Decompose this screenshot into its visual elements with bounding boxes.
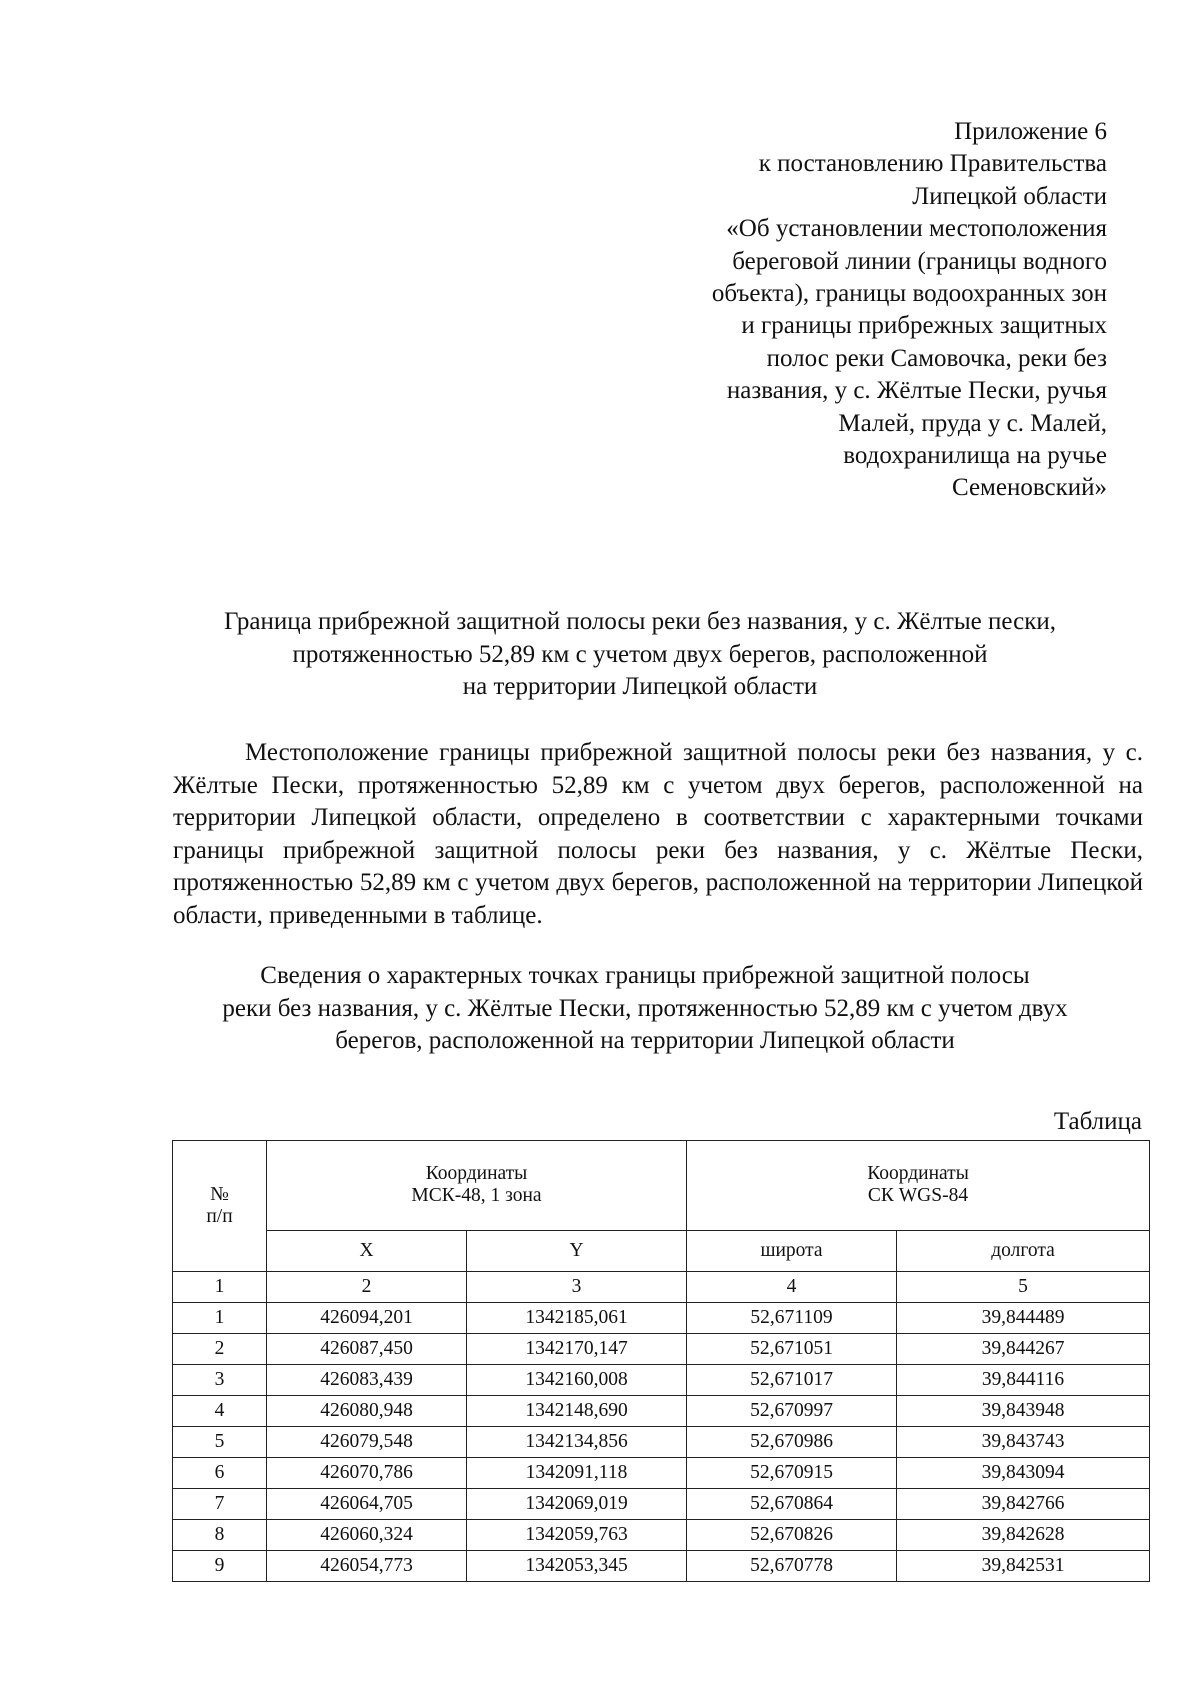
header-msk48-label: Координаты	[425, 1163, 528, 1185]
cell-number: 4	[173, 1396, 267, 1427]
header-number-abbr: п/п	[206, 1206, 233, 1227]
column-index: 5	[897, 1272, 1150, 1303]
appendix-line: к постановлению Правительства	[758, 150, 1107, 178]
cell-longitude: 39,842628	[897, 1520, 1150, 1551]
cell-y: 1342069,019	[467, 1489, 687, 1520]
header-wgs84	[687, 1141, 1150, 1231]
header-longitude: долгота	[897, 1230, 1150, 1271]
header-msk48-system: МСК-48, 1 зона	[411, 1185, 542, 1207]
cell-longitude: 39,844489	[897, 1303, 1150, 1334]
cell-y: 1342148,690	[467, 1396, 687, 1427]
cell-latitude: 52,671109	[687, 1303, 897, 1334]
body-paragraph: Местоположение границы прибрежной защитной полосы реки без названия, у с. Жёлтые Пески, протяженностью 52,89 км с учетом двух берегов, расположенной на территории Липецкой области, определено в соответствии с характерными точками границы прибрежной защитной полосы реки без названия, у с. Жёлтые Пески, протяженностью 52,89 км с учетом двух берегов, расположенной на территории Липецкой области, приведенными в таблице.	[173, 739, 1143, 929]
document-title	[160, 606, 1120, 704]
cell-x: 426060,324	[267, 1520, 467, 1551]
cell-longitude: 39,843743	[897, 1427, 1150, 1458]
table-row	[173, 1427, 1150, 1458]
header-x: X	[267, 1230, 467, 1271]
title-line: на территории Липецкой области	[462, 673, 818, 700]
appendix-line: Приложение 6	[954, 118, 1107, 145]
appendix-line: «Об установлении местоположения	[726, 215, 1107, 243]
cell-x: 426054,773	[267, 1551, 467, 1582]
header-wgs84-label: Координаты	[867, 1163, 969, 1185]
coordinates-table	[172, 1140, 1150, 1582]
column-index: 3	[467, 1272, 687, 1303]
cell-x: 426094,201	[267, 1303, 467, 1334]
cell-y: 1342134,856	[467, 1427, 687, 1458]
table-row	[173, 1489, 1150, 1520]
appendix-line: названия, у с. Жёлтые Пески, ручья	[726, 377, 1107, 405]
table-row	[173, 1396, 1150, 1427]
cell-x: 426070,786	[267, 1458, 467, 1489]
cell-number: 8	[173, 1520, 267, 1551]
cell-number: 2	[173, 1334, 267, 1365]
header-y: Y	[467, 1230, 687, 1271]
cell-x: 426064,705	[267, 1489, 467, 1520]
column-index: 1	[173, 1272, 267, 1303]
cell-y: 1342185,061	[467, 1303, 687, 1334]
header-number-symbol: №	[210, 1184, 229, 1205]
caption-line: Сведения о характерных точках границы прибрежной защитной полосы	[260, 962, 1030, 989]
cell-x: 426080,948	[267, 1396, 467, 1427]
cell-latitude: 52,670864	[687, 1489, 897, 1520]
appendix-line: водохранилища на ручье	[843, 442, 1107, 470]
cell-latitude: 52,670997	[687, 1396, 897, 1427]
cell-number: 5	[173, 1427, 267, 1458]
column-index: 2	[267, 1272, 467, 1303]
table-label: Таблица	[1053, 1108, 1142, 1135]
cell-x: 426083,439	[267, 1365, 467, 1396]
table-row	[173, 1520, 1150, 1551]
cell-y: 1342170,147	[467, 1334, 687, 1365]
appendix-line: Семеновский»	[951, 474, 1107, 502]
appendix-line: объекта), границы водоохранных зон	[711, 280, 1107, 308]
cell-y: 1342160,008	[467, 1365, 687, 1396]
cell-longitude: 39,844267	[897, 1334, 1150, 1365]
appendix-line: полос реки Самовочка, реки без	[766, 344, 1107, 372]
cell-longitude: 39,842531	[897, 1551, 1150, 1582]
table-row	[173, 1334, 1150, 1365]
cell-latitude: 52,670826	[687, 1520, 897, 1551]
cell-number: 7	[173, 1489, 267, 1520]
cell-latitude: 52,670778	[687, 1551, 897, 1582]
caption-line: берегов, расположенной на территории Липецкой области	[335, 1027, 955, 1054]
cell-x: 426079,548	[267, 1427, 467, 1458]
appendix-line: береговой линии (границы водного	[732, 247, 1107, 275]
cell-longitude: 39,842766	[897, 1489, 1150, 1520]
title-line: протяженностью 52,89 км с учетом двух берегов, расположенной	[292, 640, 988, 668]
cell-number: 3	[173, 1365, 267, 1396]
cell-longitude: 39,843948	[897, 1396, 1150, 1427]
cell-latitude: 52,671051	[687, 1334, 897, 1365]
header-msk48	[267, 1141, 687, 1231]
cell-longitude: 39,844116	[897, 1365, 1150, 1396]
cell-number: 1	[173, 1303, 267, 1334]
cell-y: 1342059,763	[467, 1520, 687, 1551]
cell-y: 1342053,345	[467, 1551, 687, 1582]
table-row	[173, 1365, 1150, 1396]
appendix-line: Малей, пруда у с. Малей,	[838, 409, 1107, 437]
table-row	[173, 1458, 1150, 1489]
cell-longitude: 39,843094	[897, 1458, 1150, 1489]
table-caption	[160, 960, 1130, 1058]
cell-latitude: 52,671017	[687, 1365, 897, 1396]
column-index-row	[173, 1272, 1150, 1303]
header-wgs84-system: СК WGS-84	[867, 1185, 969, 1207]
appendix-header	[587, 116, 1107, 505]
header-latitude: широта	[687, 1230, 897, 1271]
header-number	[173, 1141, 267, 1272]
cell-number: 9	[173, 1551, 267, 1582]
appendix-line: и границы прибрежных защитных	[741, 312, 1107, 340]
caption-line: реки без названия, у с. Жёлтые Пески, протяженностью 52,89 км с учетом двух	[222, 994, 1068, 1022]
column-index: 4	[687, 1272, 897, 1303]
cell-y: 1342091,118	[467, 1458, 687, 1489]
cell-latitude: 52,670915	[687, 1458, 897, 1489]
appendix-line: Липецкой области	[912, 182, 1107, 210]
table-row	[173, 1303, 1150, 1334]
cell-number: 6	[173, 1458, 267, 1489]
cell-latitude: 52,670986	[687, 1427, 897, 1458]
title-line: Граница прибрежной защитной полосы реки без названия, у с. Жёлтые пески,	[224, 608, 1056, 635]
cell-x: 426087,450	[267, 1334, 467, 1365]
table-row	[173, 1551, 1150, 1582]
